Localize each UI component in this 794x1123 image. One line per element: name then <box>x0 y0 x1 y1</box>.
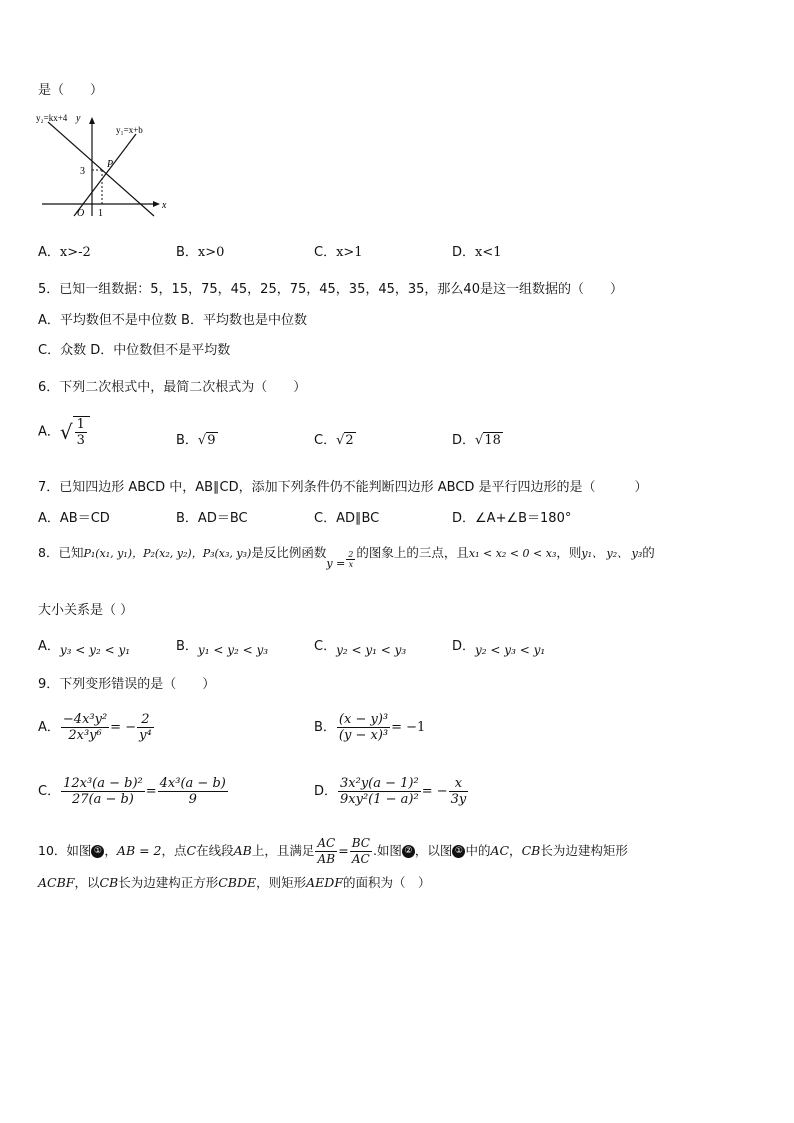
q7-option-c: C．AD∥BC <box>314 511 380 526</box>
q4-graph-label-p: P <box>107 159 114 170</box>
q5-options-cd: C．众数 D．中位数但不是平均数 <box>38 343 231 358</box>
q8-stem: 8．已知P₁(x₁, y₁)，P₂(x₂, y₂)，P₃(x₃, y₃)是反比例函数y = $\frac{2}{x}$ 的图象上的三点，且x₁ < x₂ < 0 < x₃，则y₁、 y₂、 y₃的 <box>38 545 655 570</box>
q7-option-a: A．AB＝CD <box>38 511 110 526</box>
q5-options-ab: A．平均数但不是中位数 B．平均数也是中位数 <box>38 313 307 328</box>
sqrt-icon: √ <box>475 433 484 448</box>
q7-stem: 7．已知四边形 ABCD 中，AB∥CD，添加下列条件仍不能判断四边形 ABCD 是平行四边形的是（ ） <box>38 480 648 495</box>
q8-option-d: D．y₂ < y₃ < y₁ <box>452 639 546 657</box>
figure-2-marker: ② <box>402 845 415 858</box>
q7-option-b: B．AD＝BC <box>176 511 248 526</box>
q6-stem: 6．下列二次根式中，最简二次根式为（ ） <box>38 380 307 395</box>
q8-stem-line2: 大小关系是（ ） <box>38 603 134 618</box>
q4-option-d: D．x<1 <box>452 245 502 260</box>
q6-option-d: D．√18 <box>452 433 501 448</box>
q6-option-b: B．√9 <box>176 433 216 448</box>
q4-graph-label-x: x <box>162 200 167 211</box>
q8-option-c: C．y₂ < y₁ < y₃ <box>314 639 407 657</box>
q9-stem: 9．下列变形错误的是（ ） <box>38 677 216 692</box>
q4-option-a: A．x>-2 <box>38 245 91 260</box>
q5-stem: 5．已知一组数据：5，15，75，45，25，75，45，35，45，35，那么40是这一组数据的（ ） <box>38 282 623 297</box>
q4-stem-tail: 是（ ） <box>38 83 104 98</box>
figure-1-marker: ① <box>452 845 465 858</box>
q4-option-c: C．x>1 <box>314 245 363 260</box>
q4-graph-label-y-axis: y <box>76 113 81 124</box>
q6-option-c: C．√2 <box>314 433 354 448</box>
figure-1-marker: ① <box>91 845 104 858</box>
q4-graph-label-o: O <box>77 208 85 219</box>
q4-graph-label-3: 3 <box>80 166 85 177</box>
q10-stem: 10．如图 ① ，AB = 2，点C在线段AB上，且满足 $\frac{AC}{AB}$ = $\frac{BC}{AC}$ .如图 ② ，以图 ① 中的AC，CB长为边建构矩形 <box>38 836 628 866</box>
q4-option-b: B．x>0 <box>176 245 225 260</box>
q6-option-a: A．√ $\frac{1}{3}$ <box>38 416 90 448</box>
q9-option-c: C． $\frac{\text{12x³(a − b)²}}{27(a - b)}$ = $\frac{\text{4x³(a − b)}}{9}$ <box>38 776 226 807</box>
q9-option-a: A． $\frac{\text{−4x³y²}}{\text{2x³y⁶}}$ = − $\frac{2}{\text{y⁴}}$ <box>38 712 152 743</box>
q4-graph-label-y1: y₁=x+b <box>116 125 143 135</box>
q9-option-b: B． $\frac{\text{(x − y)³}}{\text{(y − x)³}}$ = −1 <box>314 712 426 743</box>
sqrt-icon: √ <box>59 420 73 444</box>
q8-option-a: A．y₃ < y₂ < y₁ <box>38 639 131 657</box>
sqrt-icon: √ <box>197 433 207 448</box>
q4-graph <box>36 112 176 222</box>
sqrt-icon: √ <box>336 433 345 448</box>
q8-option-b: B．y₁ < y₂ < y₃ <box>176 639 269 657</box>
q9-option-d: D． $\frac{\text{3x²y(a − 1)²}}{\text{9xy²(1 − a)²}}$ = − $\frac{x}{3y}$ <box>314 776 467 807</box>
q4-graph-label-y2: y₂=kx+4 <box>36 113 68 123</box>
q10-stem-line2: ACBF，以CB长为边建构正方形CBDE，则矩形AEDF的面积为（ ） <box>38 875 431 890</box>
q4-graph-label-1: 1 <box>98 208 103 219</box>
q7-option-d: D．∠A+∠B＝180° <box>452 511 572 526</box>
